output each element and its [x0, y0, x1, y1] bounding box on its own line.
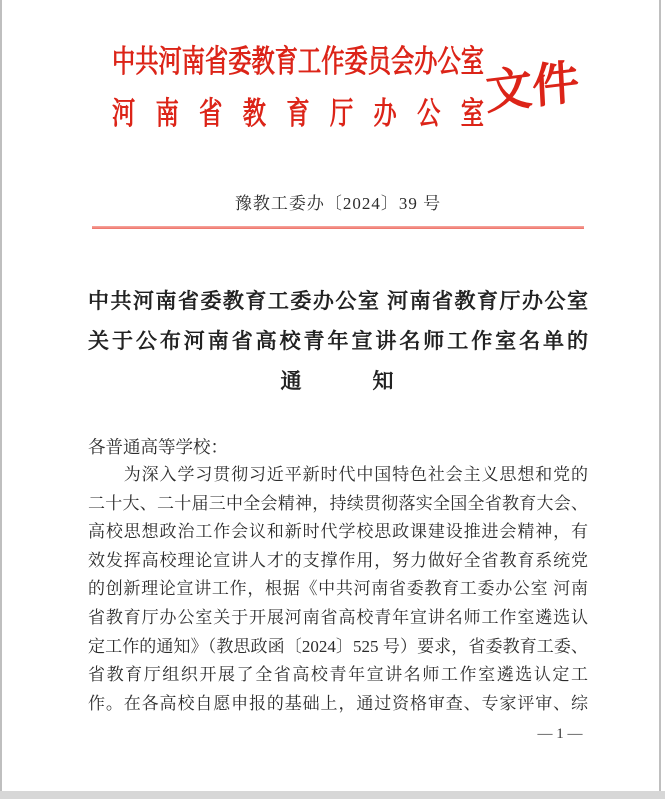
salutation: 各普通高等学校：: [88, 437, 228, 457]
scan-edge-left: [0, 0, 2, 799]
title-line-1: 中共河南省委教育工委办公室 河南省教育厅办公室: [88, 289, 588, 313]
title-line-3: 通 知: [280, 369, 396, 393]
page-number: — 1 —: [537, 726, 583, 742]
body-line: 省教育厅组织开展了全省高校青年宣讲名师工作室遴选认定工: [88, 665, 588, 685]
body-line: 为深入学习贯彻习近平新时代中国特色社会主义思想和党的: [88, 465, 588, 484]
body-line: 作。在各高校自愿申报的基础上，通过资格审查、专家评审、综: [88, 693, 588, 713]
letterhead-org-line1: 中共河南省委教育工作委员会办公室: [112, 44, 484, 79]
body-line: 省教育厅办公室关于开展河南省高校青年宣讲名师工作室遴选认: [88, 607, 588, 627]
document-title: [88, 281, 588, 401]
letterhead-org-line2: 河南省教育厅办公室: [112, 96, 484, 131]
scan-edge-right: [659, 0, 661, 799]
body-line: 二十大、二十届三中全会精神，持续贯彻落实全国全省教育大会、: [88, 493, 588, 513]
document-number: 豫教工委办〔2024〕39 号: [234, 194, 442, 213]
letterhead-document-stamp: 文件: [484, 56, 581, 120]
body-line: 高校思想政治工作会议和新时代学校思政课建设推进会精神，有: [88, 522, 588, 542]
body-line: 效发挥高校理论宣讲人才的支撑作用，努力做好全省教育系统党: [88, 550, 588, 570]
title-line-2: 关于公布河南省高校青年宣讲名师工作室名单的: [88, 329, 588, 353]
body-paragraph: [88, 461, 588, 718]
scan-edge-bottom: [0, 791, 665, 799]
body-line: 的创新理论宣讲工作，根据《中共河南省委教育工委办公室 河南: [88, 579, 588, 599]
body-line: 定工作的通知》（教思政函〔2024〕525 号）要求，省委教育工委、: [88, 636, 588, 656]
red-separator-rule: [92, 226, 584, 229]
